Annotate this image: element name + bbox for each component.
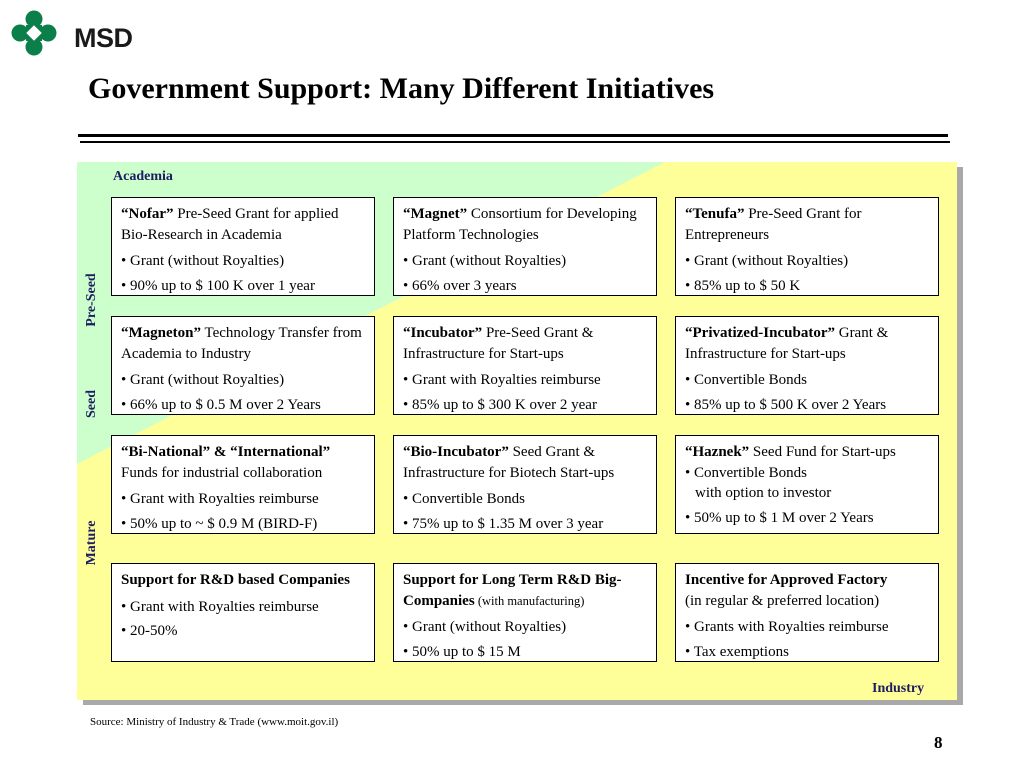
industry-label: Industry	[872, 681, 925, 696]
initiative-bullet: • Grant (without Royalties)	[685, 253, 849, 269]
initiative-desc: Pre-Seed Grant for applied Bio-Research in Academia	[121, 206, 339, 243]
initiative-name: “Magnet”	[403, 206, 468, 222]
source-note: Source: Ministry of Industry & Trade (www.moit.gov.il)	[90, 716, 339, 728]
initiative-desc: Funds for industrial collaboration	[121, 464, 323, 481]
initiative-bullet: • 20-50%	[121, 623, 178, 639]
initiative-bullet: • Convertible Bonds	[403, 491, 525, 507]
initiative-name: “Bio-Incubator”	[403, 444, 509, 460]
initiative-desc: Seed Fund for Start-ups	[749, 444, 896, 460]
title-rule-top	[78, 134, 948, 137]
initiative-desc: Technology Transfer from Academia to Industry	[121, 325, 362, 362]
initiative-card-privatized-incubator	[675, 316, 939, 415]
initiative-bullet: • Grant (without Royalties)	[403, 253, 567, 269]
page-title: Government Support: Many Different Initiatives	[88, 72, 715, 105]
initiative-card-nofar	[111, 197, 375, 296]
initiative-bullet: • Convertible Bonds	[685, 464, 807, 481]
initiative-name: Support for R&D based Companies	[121, 572, 350, 588]
initiative-bullet: • 66% up to $ 0.5 M over 2 Years	[121, 396, 321, 413]
initiative-card-magnet	[393, 197, 657, 296]
initiative-bullet: • Convertible Bonds	[685, 372, 807, 388]
msd-logo	[10, 9, 133, 57]
initiative-card-approved-factory	[675, 563, 939, 662]
initiative-card-incubator	[393, 316, 657, 415]
initiative-bullet: • Grant with Royalties reimburse	[403, 372, 601, 388]
initiative-bullet: • 85% up to $ 50 K	[685, 277, 801, 294]
initiative-card-magneton	[111, 316, 375, 415]
initiative-desc: (in regular & preferred location)	[685, 592, 880, 609]
pre-seed-label: Pre-Seed	[84, 273, 99, 327]
page-number: 8	[934, 733, 943, 752]
initiative-name: “Tenufa”	[685, 206, 745, 222]
initiative-desc: Consortium for Developing Platform Technologies	[403, 206, 637, 243]
initiative-bullet: • Grant (without Royalties)	[403, 619, 567, 635]
initiative-bullet-continued: with option to investor	[695, 485, 832, 501]
initiative-name: “Privatized-Incubator”	[685, 325, 835, 341]
initiative-name: “Haznek”	[685, 444, 750, 460]
initiative-name: Support for Long Term R&D Big-Companies	[403, 572, 622, 609]
initiative-name: “Bi-National” & “International”	[121, 444, 331, 460]
title-rule-bottom	[80, 141, 950, 143]
academia-label: Academia	[113, 169, 173, 184]
initiative-bullet: • Grant with Royalties reimburse	[121, 598, 319, 615]
initiative-desc: Seed Grant & Infrastructure for Biotech Start-ups	[403, 444, 615, 481]
initiative-bullet: • 50% up to $ 15 M	[403, 643, 521, 660]
initiative-bullet: • 85% up to $ 500 K over 2 Years	[685, 396, 887, 413]
initiative-bullet: • 90% up to $ 100 K over 1 year	[121, 277, 315, 294]
initiative-bullet: • 75% up to $ 1.35 M over 3 year	[403, 515, 604, 532]
initiative-card-bi-national	[111, 435, 375, 534]
seed-label: Seed	[84, 390, 99, 418]
initiative-bullet: • 85% up to $ 300 K over 2 year	[403, 396, 597, 413]
initiative-bullet: • 50% up to ~ $ 0.9 M (BIRD-F)	[121, 515, 318, 532]
brand-name: MSD	[74, 23, 133, 53]
initiative-card-tenufa	[675, 197, 939, 296]
initiative-card-rd-companies	[111, 563, 375, 662]
initiative-desc: Pre-Seed Grant for Entrepreneurs	[685, 206, 862, 243]
initiative-card-bio-incubator	[393, 435, 657, 534]
msd-logo-mark-icon	[10, 9, 58, 57]
initiative-desc: (with manufacturing)	[474, 593, 585, 608]
initiative-card-haznek	[675, 435, 939, 534]
initiative-bullet: • 50% up to $ 1 M over 2 Years	[685, 509, 874, 526]
initiative-name: “Magneton”	[121, 325, 201, 341]
initiative-bullet: • 66% over 3 years	[403, 277, 517, 294]
initiative-bullet: • Grant (without Royalties)	[121, 253, 285, 269]
initiative-desc: Grant & Infrastructure for Start-ups	[685, 325, 889, 362]
mature-label: Mature	[84, 520, 99, 566]
initiative-bullet: • Tax exemptions	[685, 643, 789, 660]
initiative-desc: Pre-Seed Grant & Infrastructure for Start-ups	[403, 325, 594, 362]
initiative-name: “Nofar”	[121, 206, 174, 222]
initiative-bullet: • Grant with Royalties reimburse	[121, 491, 319, 507]
initiative-card-long-term-rd	[393, 563, 657, 662]
initiative-name: “Incubator”	[403, 325, 483, 341]
initiative-name: Incentive for Approved Factory	[685, 572, 888, 588]
initiative-bullet: • Grants with Royalties reimburse	[685, 619, 889, 635]
initiative-bullet: • Grant (without Royalties)	[121, 372, 285, 388]
